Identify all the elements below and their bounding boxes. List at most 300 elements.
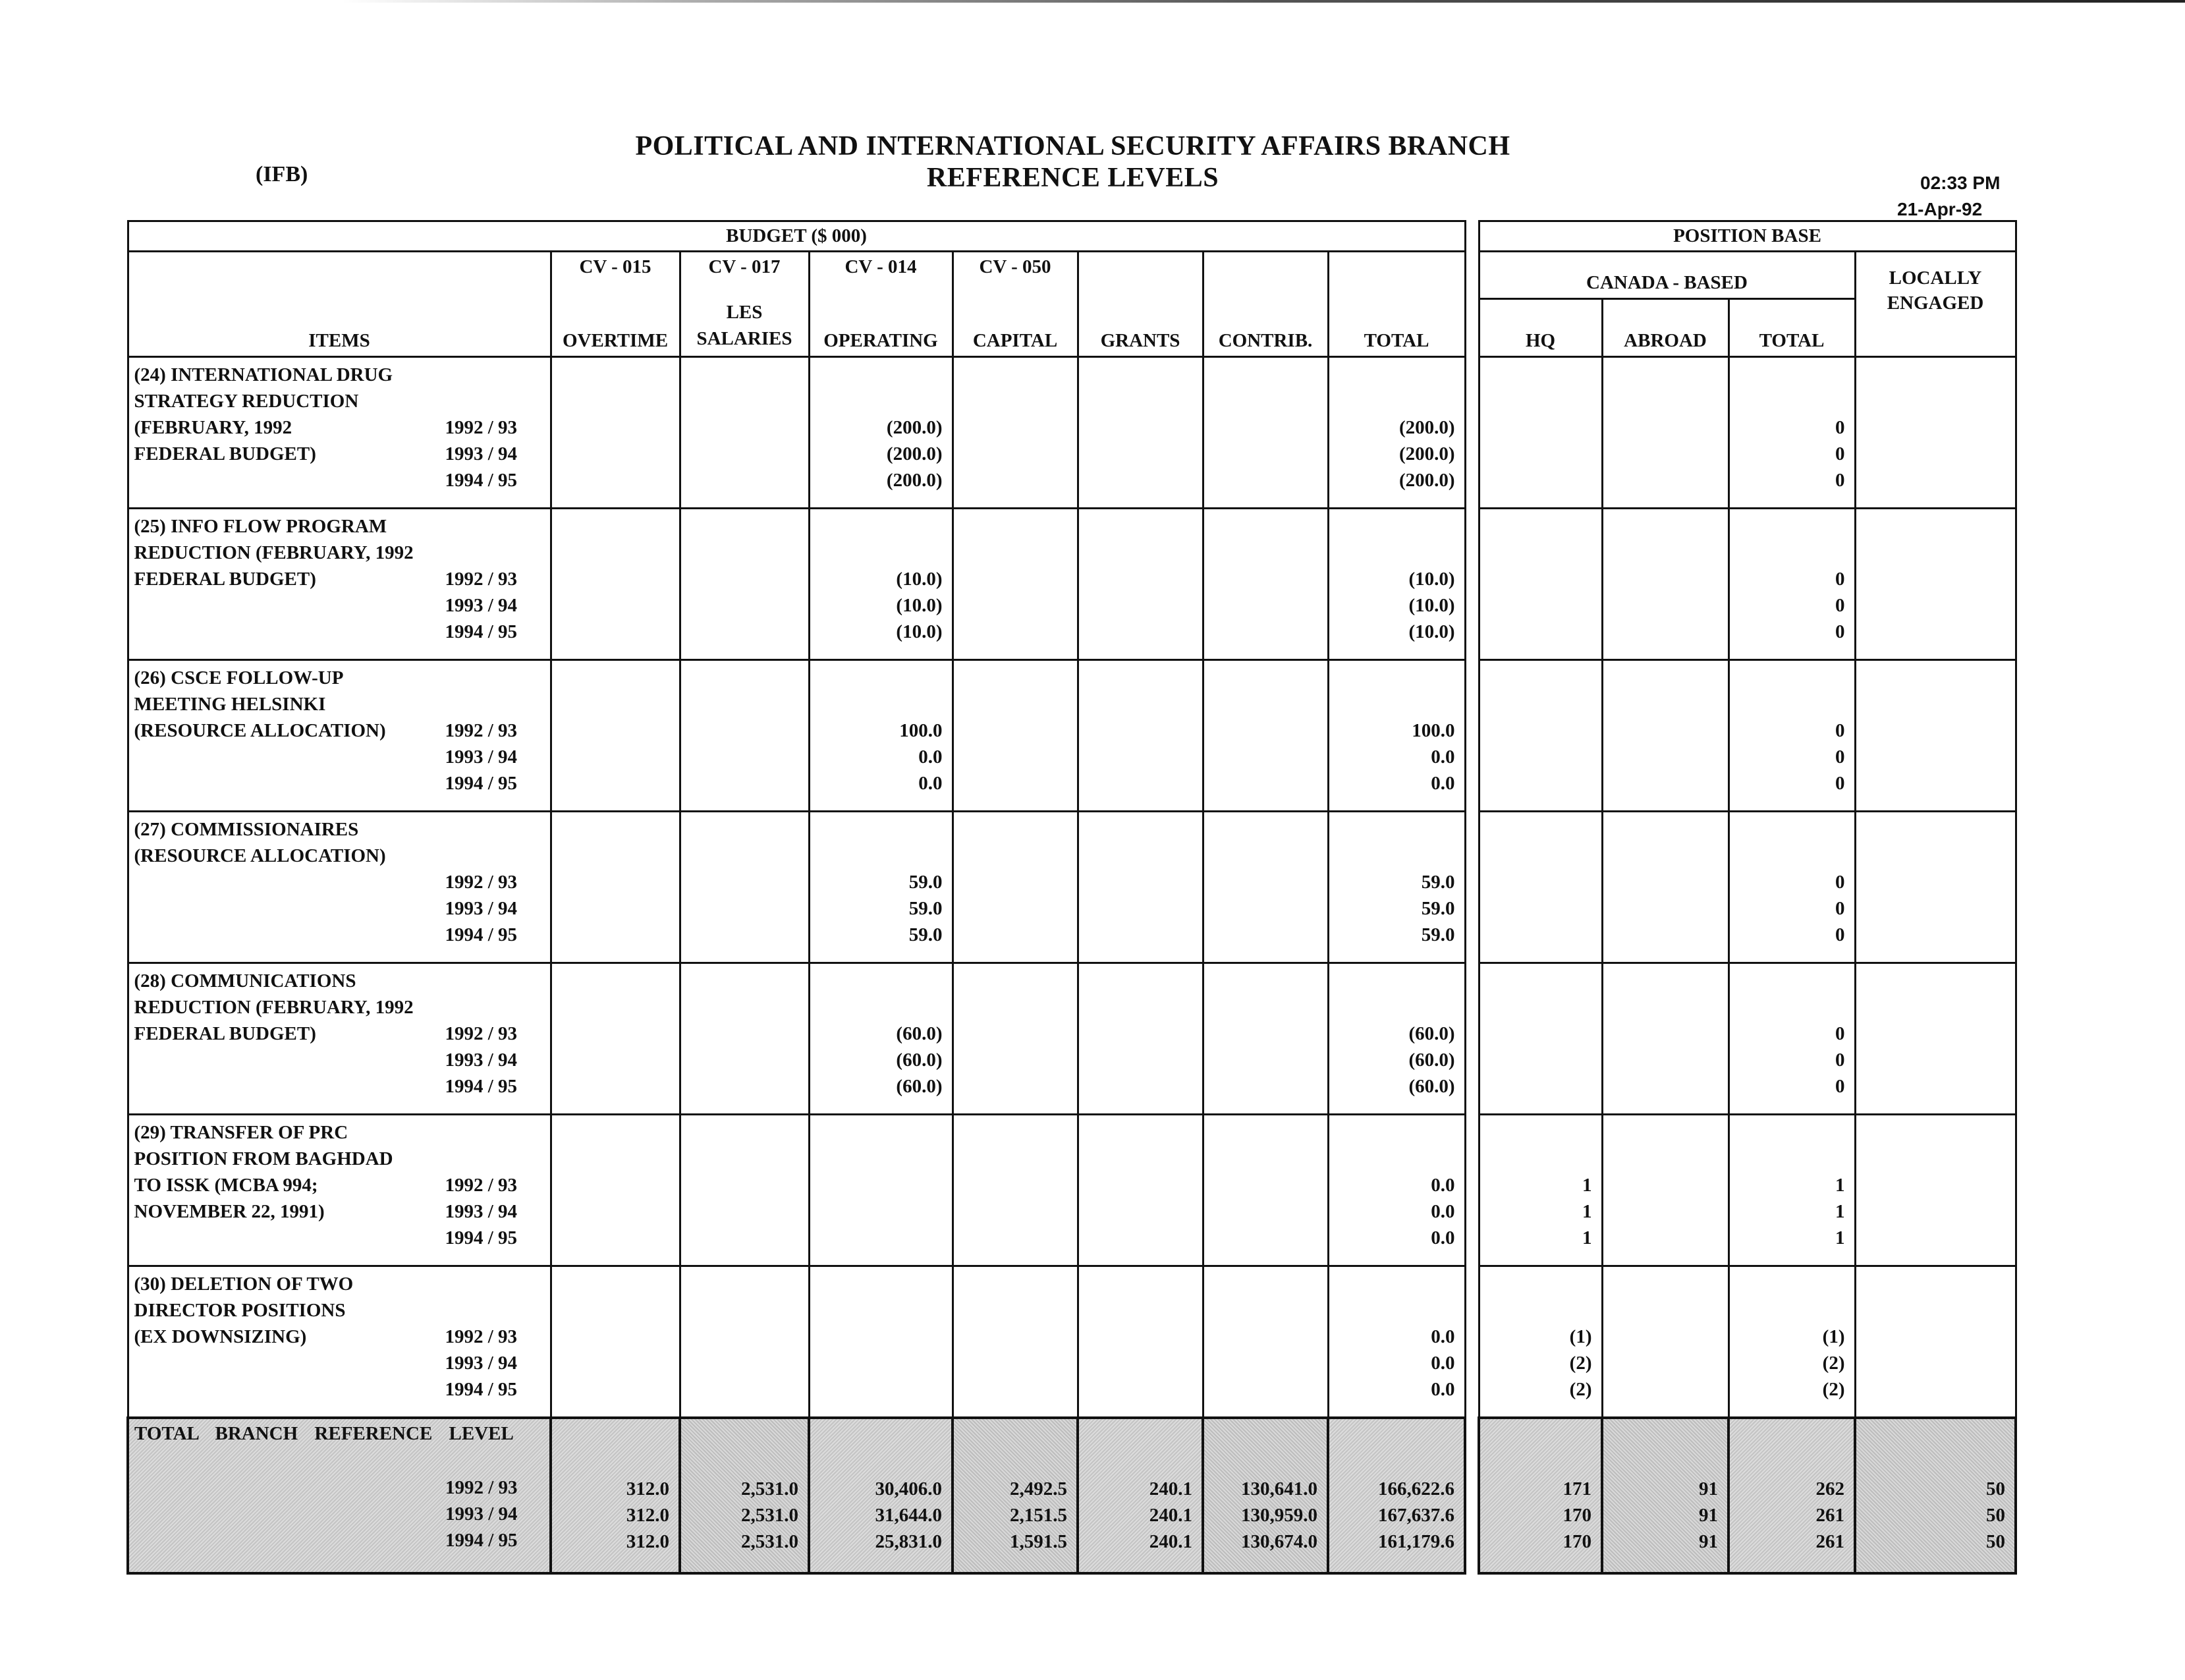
abroad-cell-value xyxy=(1603,1324,1719,1350)
spacer xyxy=(681,513,799,540)
salaries-cell xyxy=(680,509,809,660)
spacer xyxy=(810,1119,943,1146)
grants-cell-value xyxy=(1079,566,1193,592)
fiscal-year: 1992 / 93 xyxy=(445,417,518,438)
grants-cell-values xyxy=(1079,358,1193,493)
position-item-row xyxy=(1479,963,2016,1115)
operating-cell-values xyxy=(810,812,943,948)
totals-total-cell xyxy=(1328,1418,1465,1573)
local-cell-value xyxy=(1856,441,2006,467)
overtime-cell-value xyxy=(552,467,670,493)
report-date: 21-Apr-92 xyxy=(1897,199,1983,219)
overtime-cell-values xyxy=(552,964,670,1100)
totals-operating-cell-value: 25,831.0 xyxy=(875,1530,942,1552)
abroad-cell-values xyxy=(1603,1267,1719,1403)
position-rows xyxy=(1479,357,2016,1573)
salaries-cell xyxy=(680,660,809,812)
spacer xyxy=(1079,388,1193,414)
spacer xyxy=(1079,1146,1193,1172)
spacer xyxy=(810,816,943,843)
totals-local-cell-value: 50 xyxy=(1986,1530,2006,1552)
capital-cell-value xyxy=(954,922,1068,948)
spacer xyxy=(1730,513,1845,540)
overtime-cell-value xyxy=(552,770,670,797)
overtime-cell-values xyxy=(552,1267,670,1403)
overtime-cell-value xyxy=(552,922,670,948)
local-cell-values xyxy=(1856,812,2006,948)
contrib-cell xyxy=(1203,812,1328,963)
spacer xyxy=(552,1146,670,1172)
hq-cell-value xyxy=(1480,770,1592,797)
spacer xyxy=(810,1297,943,1324)
contrib-cell-value xyxy=(1204,1225,1318,1251)
totals-row xyxy=(128,1418,1465,1573)
hq-cell-value: (2) xyxy=(1569,1379,1592,1400)
local-cell-value xyxy=(1856,1047,2006,1073)
total-cell-value: 100.0 xyxy=(1412,720,1455,741)
col-operating-code: CV - 014 xyxy=(844,256,917,277)
hq-cell-value: 1 xyxy=(1582,1227,1592,1248)
spacer xyxy=(1856,665,2006,691)
hq-cell-value xyxy=(1480,566,1592,592)
hq-cell xyxy=(1479,509,1602,660)
grants-cell-values xyxy=(1079,1115,1193,1251)
local-cell xyxy=(1855,963,2016,1115)
totals-grants-cell-value: 240.1 xyxy=(1149,1530,1192,1552)
spacer xyxy=(681,1119,799,1146)
capital-cell-value xyxy=(954,744,1068,770)
spacer xyxy=(552,1271,670,1297)
spacer xyxy=(552,1119,670,1146)
overtime-cell-value xyxy=(552,717,670,744)
total-cell-values xyxy=(1329,812,1455,948)
operating-cell-values xyxy=(810,661,943,797)
grants-cell-value xyxy=(1079,1376,1193,1403)
spacer xyxy=(954,1146,1068,1172)
hq-cell-value: (1) xyxy=(1569,1326,1592,1347)
spacer xyxy=(445,1271,518,1297)
contrib-cell xyxy=(1203,1266,1328,1418)
spacer xyxy=(1079,843,1193,869)
hq-header: HQ xyxy=(1479,299,1602,357)
spacer xyxy=(810,691,943,717)
abroad-cell-value xyxy=(1603,895,1719,922)
spacer xyxy=(445,540,518,566)
budget-item-row xyxy=(128,509,1465,660)
spacer xyxy=(552,816,670,843)
operating-cell-value: 0.0 xyxy=(918,773,943,794)
hq-cell-value xyxy=(1480,922,1592,948)
overtime-cell-value xyxy=(552,895,670,922)
contrib-cell-values xyxy=(1204,1267,1318,1403)
spacer xyxy=(954,816,1068,843)
pos-total-cell xyxy=(1729,1115,1855,1266)
overtime-cell xyxy=(551,509,680,660)
pos-total-cell-value: 0 xyxy=(1835,417,1845,438)
pos-total-cell xyxy=(1729,1266,1855,1418)
spacer xyxy=(1204,691,1318,717)
totals-hq-cell-value: 171 xyxy=(1563,1478,1591,1499)
overtime-cell-values xyxy=(552,1115,670,1251)
capital-cell-value xyxy=(954,1324,1068,1350)
fiscal-year: 1993 / 94 xyxy=(445,1050,518,1071)
spacer xyxy=(1079,540,1193,566)
item-title: (26) CSCE FOLLOW-UP MEETING HELSINKI (RESOURCE ALLOCATION) xyxy=(134,667,386,741)
operating-cell-value: 59.0 xyxy=(908,924,943,945)
spacer xyxy=(954,1423,1067,1449)
overtime-cell-values xyxy=(552,661,670,797)
totals-abroad-cell-value: 91 xyxy=(1699,1530,1718,1552)
spacer xyxy=(810,513,943,540)
operating-cell-value: (200.0) xyxy=(886,417,943,438)
spacer xyxy=(1329,1271,1455,1297)
totals-contrib-cell-value: 130,674.0 xyxy=(1241,1530,1317,1552)
spacer xyxy=(1480,691,1592,717)
totals-overtime-cell-value: 312.0 xyxy=(626,1478,669,1499)
contrib-cell-values xyxy=(1204,358,1318,493)
salaries-cell-values xyxy=(681,1115,799,1251)
spacer xyxy=(954,968,1068,994)
salaries-cell-value xyxy=(681,922,799,948)
budget-item-row xyxy=(128,660,1465,812)
salaries-cell-value xyxy=(681,1324,799,1350)
pos-total-cell-value: 0 xyxy=(1835,746,1845,768)
total-cell-value: 0.0 xyxy=(1431,1326,1455,1347)
abroad-cell xyxy=(1602,509,1729,660)
grants-cell-values xyxy=(1079,509,1193,645)
scan-top-edge xyxy=(343,0,2185,3)
overtime-cell-value xyxy=(552,869,670,895)
spacer xyxy=(552,994,670,1021)
hq-cell-value xyxy=(1480,744,1592,770)
hq-cell-value xyxy=(1480,414,1592,441)
pos-total-cell-value: 0 xyxy=(1835,773,1845,794)
spacer xyxy=(1329,1423,1454,1449)
abroad-cell-value xyxy=(1603,744,1719,770)
totals-operating-cell-value: 30,406.0 xyxy=(875,1478,942,1499)
local-cell-value xyxy=(1856,1376,2006,1403)
spacer xyxy=(681,816,799,843)
total-cell-values xyxy=(1329,509,1455,645)
abroad-cell-value xyxy=(1603,414,1719,441)
budget-item-row xyxy=(128,812,1465,963)
salaries-cell-values xyxy=(681,964,799,1100)
position-item-row xyxy=(1479,1115,2016,1266)
total-cell-values xyxy=(1329,358,1455,493)
spacer xyxy=(954,994,1068,1021)
grants-cell-values xyxy=(1079,1267,1193,1403)
spacer xyxy=(445,994,518,1021)
salaries-cell xyxy=(680,1266,809,1418)
spacer xyxy=(681,691,799,717)
spacer xyxy=(1480,1119,1592,1146)
overtime-cell-value xyxy=(552,1021,670,1047)
overtime-cell-value xyxy=(552,1324,670,1350)
totals-salaries-cell xyxy=(680,1418,809,1573)
local-cell-value xyxy=(1856,1021,2006,1047)
position-table xyxy=(1478,220,2017,1575)
pos-total-cell-values xyxy=(1730,509,1845,645)
totals-pos-total-cell-values xyxy=(1730,1419,1844,1555)
col-total xyxy=(1328,252,1465,357)
contrib-cell-values xyxy=(1204,661,1318,797)
spacer xyxy=(1480,388,1592,414)
pos-total-cell-value: 0 xyxy=(1835,720,1845,741)
hq-cell-values xyxy=(1480,661,1592,797)
abroad-cell-value xyxy=(1603,869,1719,895)
col-operating xyxy=(809,252,953,357)
operating-cell-values xyxy=(810,964,943,1100)
spacer xyxy=(445,665,518,691)
salaries-cell-values xyxy=(681,661,799,797)
overtime-cell xyxy=(551,1115,680,1266)
fiscal-year: 1994 / 95 xyxy=(445,773,518,794)
totals-contrib-cell-value: 130,959.0 xyxy=(1241,1504,1317,1526)
total-cell xyxy=(1328,660,1465,812)
abroad-cell-values xyxy=(1603,1115,1719,1251)
abroad-cell-value xyxy=(1603,1198,1719,1225)
spacer xyxy=(1603,513,1719,540)
hq-cell xyxy=(1479,963,1602,1115)
totals-capital-cell-value: 2,151.5 xyxy=(1010,1504,1067,1526)
contrib-cell xyxy=(1203,963,1328,1115)
capital-cell-value xyxy=(954,1047,1068,1073)
operating-cell xyxy=(809,1266,953,1418)
fiscal-year: 1992 / 93 xyxy=(445,1326,518,1347)
salaries-cell-value xyxy=(681,744,799,770)
contrib-cell-value xyxy=(1204,566,1318,592)
spacer xyxy=(954,665,1068,691)
grants-cell-value xyxy=(1079,1350,1193,1376)
hq-cell-value xyxy=(1480,1047,1592,1073)
position-group-header xyxy=(1479,221,2016,252)
salaries-cell-value xyxy=(681,1172,799,1198)
spacer xyxy=(1480,1146,1592,1172)
spacer xyxy=(1603,1423,1718,1449)
operating-cell-value: (60.0) xyxy=(896,1023,943,1044)
operating-cell-values xyxy=(810,1115,943,1251)
totals-salaries-cell-values xyxy=(681,1419,798,1555)
capital-cell-values xyxy=(954,509,1068,645)
pos-total-cell-value: 0 xyxy=(1835,443,1845,464)
spacer xyxy=(445,843,518,869)
spacer xyxy=(1730,1146,1845,1172)
grants-cell-value xyxy=(1079,467,1193,493)
hq-cell-value: 1 xyxy=(1582,1175,1592,1196)
totals-abroad-cell-value: 91 xyxy=(1699,1478,1718,1499)
total-cell xyxy=(1328,812,1465,963)
operating-cell-value xyxy=(810,1198,943,1225)
overtime-cell-value xyxy=(552,1047,670,1073)
page-subtitle: REFERENCE LEVELS xyxy=(926,163,1219,193)
spacer xyxy=(1079,362,1193,388)
spacer xyxy=(1480,816,1592,843)
spacer xyxy=(1730,1423,1844,1449)
operating-cell-values xyxy=(810,358,943,493)
spacer xyxy=(954,1271,1068,1297)
salaries-cell-value xyxy=(681,1047,799,1073)
spacer xyxy=(1856,1271,2006,1297)
overtime-cell-value xyxy=(552,1198,670,1225)
total-cell-value: 0.0 xyxy=(1431,1175,1455,1196)
fiscal-year: 1992 / 93 xyxy=(445,569,518,590)
totals-abroad-cell xyxy=(1602,1418,1729,1573)
spacer xyxy=(681,968,799,994)
salaries-cell xyxy=(680,963,809,1115)
abroad-cell-value xyxy=(1603,1073,1719,1100)
spacer xyxy=(552,540,670,566)
pos-total-cell-value: 0 xyxy=(1835,595,1845,616)
capital-cell-value xyxy=(954,869,1068,895)
spacer xyxy=(681,540,799,566)
abroad-cell xyxy=(1602,1266,1729,1418)
overtime-cell-value xyxy=(552,592,670,619)
spacer xyxy=(1856,388,2006,414)
spacer xyxy=(1329,1297,1455,1324)
total-cell-value: 0.0 xyxy=(1431,1379,1455,1400)
item-cell xyxy=(128,1266,551,1418)
pos-total-cell-value: 1 xyxy=(1835,1227,1845,1248)
spacer xyxy=(1856,968,2006,994)
salaries-cell-value xyxy=(681,1073,799,1100)
grants-cell-value xyxy=(1079,1021,1193,1047)
overtime-cell xyxy=(551,1266,680,1418)
local-cell-values xyxy=(1856,1115,2006,1251)
totals-operating-cell-value: 31,644.0 xyxy=(875,1504,942,1526)
contrib-cell-value xyxy=(1204,441,1318,467)
spacer xyxy=(1603,540,1719,566)
pos-total-cell-values xyxy=(1730,812,1845,948)
total-cell-value: (200.0) xyxy=(1398,470,1455,491)
grants-cell-value xyxy=(1079,717,1193,744)
spacer xyxy=(1204,388,1318,414)
pos-total-header: TOTAL xyxy=(1729,299,1855,357)
operating-cell-value: (10.0) xyxy=(896,621,943,642)
spacer xyxy=(552,1449,669,1476)
item-years xyxy=(445,509,518,645)
local-cell-values xyxy=(1856,661,2006,797)
operating-cell xyxy=(809,660,953,812)
item-cell xyxy=(128,357,551,509)
hq-cell xyxy=(1479,357,1602,509)
spacer xyxy=(1480,1449,1591,1476)
hq-cell-value xyxy=(1480,1021,1592,1047)
local-cell-value xyxy=(1856,922,2006,948)
capital-cell-value xyxy=(954,895,1068,922)
spacer xyxy=(1603,1297,1719,1324)
spacer xyxy=(445,816,518,843)
operating-cell-value: (200.0) xyxy=(886,470,943,491)
capital-cell-values xyxy=(954,1267,1068,1403)
local-cell-value xyxy=(1856,467,2006,493)
pos-total-cell-value: 1 xyxy=(1835,1175,1845,1196)
totals-salaries-cell-value: 2,531.0 xyxy=(741,1530,798,1552)
item-years xyxy=(445,1115,518,1251)
operating-cell-value xyxy=(810,1172,943,1198)
operating-cell-value xyxy=(810,1225,943,1251)
total-cell-value: (10.0) xyxy=(1408,569,1455,590)
total-cell-value: (10.0) xyxy=(1408,621,1455,642)
spacer xyxy=(1603,388,1719,414)
salaries-cell-value xyxy=(681,566,799,592)
col-salaries xyxy=(680,252,809,357)
position-item-row xyxy=(1479,357,2016,509)
totals-pos-total-cell-value: 262 xyxy=(1815,1478,1844,1499)
local-cell-value xyxy=(1856,895,2006,922)
spacer xyxy=(1730,1297,1845,1324)
hq-cell-values xyxy=(1480,812,1592,948)
spacer xyxy=(1480,1423,1591,1449)
capital-cell-value xyxy=(954,1073,1068,1100)
hq-cell xyxy=(1479,1115,1602,1266)
operating-cell-values xyxy=(810,509,943,645)
totals-salaries-cell-value: 2,531.0 xyxy=(741,1504,798,1526)
contrib-cell-value xyxy=(1204,467,1318,493)
fiscal-year: 1993 / 94 xyxy=(445,1353,518,1374)
item-title: (27) COMMISSIONAIRES (RESOURCE ALLOCATION) xyxy=(134,819,386,866)
col-contrib-label: CONTRIB. xyxy=(1218,330,1313,351)
salaries-cell xyxy=(680,357,809,509)
salaries-cell-value xyxy=(681,717,799,744)
totals-pos-total-cell-value: 261 xyxy=(1815,1530,1844,1552)
salaries-cell-value xyxy=(681,414,799,441)
col-operating-label: OPERATING xyxy=(823,330,938,351)
grants-cell-value xyxy=(1079,922,1193,948)
item-title: (24) INTERNATIONAL DRUG STRATEGY REDUCTION (FEBRUARY, 1992 FEDERAL BUDGET) xyxy=(134,364,393,464)
local-cell-values xyxy=(1856,358,2006,493)
spacer xyxy=(1730,362,1845,388)
spacer xyxy=(1329,388,1455,414)
capital-cell-value xyxy=(954,1021,1068,1047)
abroad-cell-value xyxy=(1603,770,1719,797)
capital-cell xyxy=(953,1266,1078,1418)
spacer xyxy=(954,691,1068,717)
spacer xyxy=(1204,665,1318,691)
total-cell-value: (200.0) xyxy=(1398,417,1455,438)
spacer xyxy=(954,388,1068,414)
total-cell-value: (200.0) xyxy=(1398,443,1455,464)
salaries-cell-value xyxy=(681,1376,799,1403)
local-cell xyxy=(1855,357,2016,509)
spacer xyxy=(445,691,518,717)
spacer xyxy=(552,362,670,388)
grants-cell-value xyxy=(1079,1225,1193,1251)
budget-item-row xyxy=(128,1115,1465,1266)
budget-item-row xyxy=(128,1266,1465,1418)
spacer xyxy=(1329,513,1455,540)
items-header xyxy=(128,252,551,357)
spacer xyxy=(1079,665,1193,691)
pos-total-cell-value: 0 xyxy=(1835,569,1845,590)
col-grants-label: GRANTS xyxy=(1100,330,1180,351)
spacer xyxy=(1480,540,1592,566)
spacer xyxy=(1329,968,1455,994)
item-years xyxy=(445,661,518,797)
pos-total-cell-value: (1) xyxy=(1822,1326,1845,1347)
abroad-cell-value xyxy=(1603,441,1719,467)
hq-cell xyxy=(1479,812,1602,963)
contrib-cell-value xyxy=(1204,717,1318,744)
totals-pos-total-cell xyxy=(1729,1418,1855,1573)
spacer xyxy=(1603,665,1719,691)
totals-pos-total-cell-value: 261 xyxy=(1815,1504,1844,1526)
capital-cell-value xyxy=(954,619,1068,645)
spacer xyxy=(810,843,943,869)
pos-total-cell xyxy=(1729,812,1855,963)
fiscal-year: 1994 / 95 xyxy=(445,470,518,491)
spacer xyxy=(1730,540,1845,566)
overtime-cell-values xyxy=(552,358,670,493)
